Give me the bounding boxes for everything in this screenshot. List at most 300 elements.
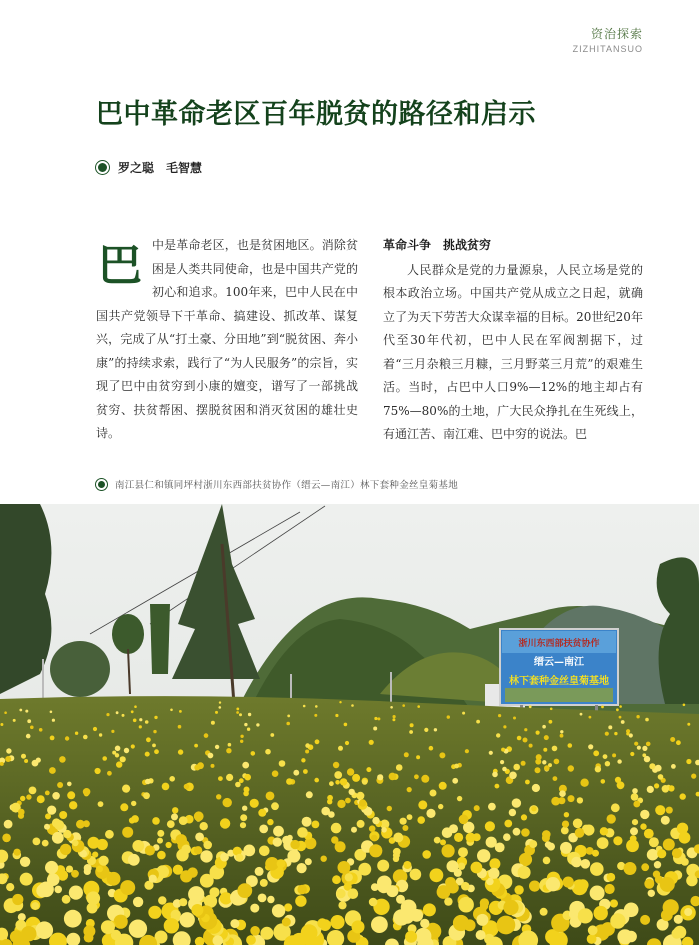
billboard-text-2: 缙云—南江 (534, 657, 584, 668)
flower (351, 704, 354, 707)
flower (282, 918, 291, 927)
flower (219, 701, 221, 703)
flower (172, 807, 178, 813)
flower (417, 816, 425, 824)
flower (404, 752, 409, 757)
flower (358, 863, 371, 876)
flower (594, 906, 608, 920)
flower (83, 788, 91, 796)
flower (396, 895, 405, 904)
flower (691, 774, 696, 779)
flower (672, 848, 682, 858)
flower (332, 875, 341, 884)
flower (179, 816, 188, 825)
flower (54, 886, 62, 894)
flower (244, 723, 247, 726)
flower (44, 824, 50, 830)
flower (145, 752, 150, 757)
flower (649, 763, 655, 769)
flower (178, 749, 183, 754)
flower (489, 858, 500, 869)
billboard-text-3: 林下套种金丝皇菊基地 (509, 676, 609, 687)
flower (513, 764, 520, 771)
flower (613, 836, 622, 845)
flower (211, 764, 215, 768)
flower (536, 731, 540, 735)
flower (226, 748, 231, 753)
flower (605, 884, 615, 894)
flower (31, 902, 39, 910)
utility-pole (42, 659, 44, 699)
flower (645, 718, 649, 722)
flower (120, 756, 126, 762)
flower (549, 720, 553, 724)
flower (497, 916, 516, 935)
flower (83, 925, 95, 937)
flower (489, 751, 493, 755)
flower (287, 850, 300, 863)
flower (69, 886, 83, 900)
flower (657, 849, 666, 858)
flower (179, 898, 187, 906)
flower (115, 746, 121, 752)
flower (624, 903, 639, 918)
flower (6, 748, 11, 753)
flower (4, 711, 7, 714)
flower (465, 749, 469, 753)
flower (266, 792, 275, 801)
flower (107, 872, 121, 886)
flower (102, 756, 107, 761)
flower (200, 822, 208, 830)
flower (347, 768, 354, 775)
flower (560, 734, 564, 738)
flower (454, 764, 459, 769)
flower (345, 741, 349, 745)
flower (133, 897, 143, 907)
flower (131, 801, 136, 806)
flower (317, 918, 327, 928)
flower (458, 863, 465, 870)
flower (271, 802, 279, 810)
flower (597, 837, 609, 849)
flower (421, 775, 429, 783)
flower (458, 897, 474, 913)
flower (381, 827, 387, 833)
flower (267, 896, 274, 903)
flower (592, 850, 599, 857)
flower (371, 835, 378, 842)
intro-column (96, 234, 358, 446)
flower (170, 709, 173, 712)
flower (180, 870, 192, 882)
flower (59, 811, 67, 819)
flower (157, 838, 163, 844)
flower (260, 879, 268, 887)
flower (496, 733, 500, 737)
flower (547, 843, 555, 851)
author-names: 罗之聪 毛智慧 (118, 161, 203, 175)
flower (373, 727, 377, 731)
flower (676, 740, 681, 745)
flower (513, 828, 521, 836)
flower (590, 886, 605, 901)
flower (59, 756, 66, 763)
flower (216, 794, 221, 799)
flower (348, 888, 359, 899)
flower (145, 845, 155, 855)
flower (45, 861, 58, 874)
flower (503, 833, 511, 841)
flower (513, 717, 516, 720)
flower (12, 894, 23, 905)
flower (536, 754, 542, 760)
flower (255, 867, 264, 876)
flower (333, 762, 339, 768)
flower (92, 852, 98, 858)
flower (636, 715, 639, 718)
flower (551, 797, 560, 806)
flower (474, 805, 480, 811)
flower (27, 719, 31, 723)
flower (630, 752, 634, 756)
flower (256, 723, 259, 726)
flower (337, 800, 345, 808)
flower (461, 882, 470, 891)
flower (250, 799, 259, 808)
flower (544, 765, 550, 771)
flower (230, 919, 239, 928)
flower (107, 771, 112, 776)
flower (305, 750, 309, 754)
flower (180, 912, 195, 927)
flower (617, 759, 621, 763)
flower (495, 843, 505, 853)
flower (677, 823, 688, 834)
flower (405, 931, 417, 943)
flower (52, 719, 55, 722)
flower (39, 728, 43, 732)
flower (131, 710, 134, 713)
flower (546, 877, 560, 891)
flower (242, 762, 249, 769)
flower (50, 711, 53, 714)
flower (649, 837, 659, 847)
flower (434, 837, 441, 844)
flower (132, 840, 144, 852)
bullet-icon (96, 161, 109, 174)
flower (631, 793, 639, 801)
flower (422, 850, 431, 859)
flower (29, 787, 37, 795)
flower (542, 760, 546, 764)
flower (36, 884, 49, 897)
flower (357, 820, 365, 828)
flower (458, 847, 468, 857)
flower (36, 921, 54, 939)
flower (504, 820, 512, 828)
flower (62, 895, 71, 904)
flower (242, 806, 247, 811)
flower (139, 725, 142, 728)
flower (18, 813, 24, 819)
flower (543, 748, 547, 752)
flower (407, 787, 412, 792)
flower (167, 820, 175, 828)
flower (449, 824, 458, 833)
flower (503, 725, 506, 728)
flower (244, 774, 251, 781)
flower (122, 827, 133, 838)
cypress-tree (150, 604, 170, 674)
flower (240, 822, 246, 828)
flower (447, 715, 450, 718)
flower (191, 904, 203, 916)
flower (344, 723, 348, 727)
flower (315, 739, 320, 744)
flower (314, 714, 317, 717)
section-tag (573, 28, 643, 54)
flower (54, 820, 64, 830)
flower (663, 899, 679, 915)
flower (171, 813, 178, 820)
flower (626, 732, 629, 735)
flower (359, 799, 366, 806)
flower (129, 817, 135, 823)
flower (410, 723, 414, 727)
flower (305, 858, 312, 865)
flower (194, 744, 198, 748)
flower (297, 863, 307, 873)
flower (37, 795, 45, 803)
flower (334, 771, 342, 779)
flower (166, 842, 172, 848)
flower (75, 732, 78, 735)
flower (393, 715, 396, 718)
flower (26, 794, 31, 799)
flower (389, 773, 397, 781)
flower (680, 793, 686, 799)
flower (619, 716, 622, 719)
flower (429, 746, 434, 751)
flower (560, 730, 563, 733)
flower (345, 873, 353, 881)
flower (377, 717, 380, 720)
flower (194, 846, 202, 854)
flower (153, 730, 156, 733)
flower (133, 719, 137, 723)
flower (219, 706, 222, 709)
flower (439, 782, 447, 790)
flower (20, 857, 30, 867)
flower (640, 915, 650, 925)
flower (215, 745, 219, 749)
flower (293, 770, 299, 776)
flower (328, 811, 335, 818)
flower (26, 734, 31, 739)
flower (297, 827, 308, 838)
flower (655, 805, 665, 815)
flower (457, 796, 462, 801)
flower (542, 830, 551, 839)
flower (632, 819, 638, 825)
flower (560, 842, 572, 854)
flower (633, 801, 640, 808)
flower (648, 890, 655, 897)
flower (128, 854, 140, 866)
right-tree (657, 557, 699, 704)
flower (630, 835, 637, 842)
flower (4, 820, 13, 829)
flower (459, 815, 469, 825)
flower (148, 906, 161, 919)
flower (509, 772, 517, 780)
flower (424, 728, 428, 732)
flower (236, 708, 239, 711)
flower (5, 756, 11, 762)
body-column (383, 234, 643, 447)
flower (356, 792, 364, 800)
flower (562, 821, 569, 828)
flower (660, 877, 675, 892)
flower (452, 778, 458, 784)
flower (112, 751, 116, 755)
flower (498, 714, 501, 717)
flower (64, 910, 82, 928)
flower (686, 759, 691, 764)
flower (272, 770, 279, 777)
flower (529, 744, 533, 748)
flower (369, 898, 378, 907)
flower (610, 899, 618, 907)
flower (259, 825, 268, 834)
flower (237, 883, 252, 898)
billboard (500, 629, 618, 719)
flower (42, 840, 49, 847)
flower (251, 751, 256, 756)
flower (589, 716, 592, 719)
flower (377, 774, 383, 780)
flower (532, 784, 540, 792)
flower (13, 719, 16, 722)
flower (203, 841, 212, 850)
flower (267, 819, 273, 825)
flower (600, 827, 608, 835)
flower (655, 765, 662, 772)
flower (145, 720, 149, 724)
drop-cap: 巴 (98, 240, 142, 291)
flower (69, 801, 77, 809)
flower (573, 819, 583, 829)
flower (152, 817, 160, 825)
flower (607, 873, 616, 882)
flower (509, 809, 516, 816)
photo-caption (96, 477, 458, 491)
flower (273, 826, 284, 837)
flower (453, 915, 469, 931)
flower (521, 761, 526, 766)
flower (371, 916, 388, 933)
flower (312, 821, 320, 829)
flower (584, 825, 595, 836)
flower (105, 830, 114, 839)
flower (672, 929, 682, 939)
flower (529, 840, 537, 848)
flower (601, 706, 604, 709)
flower (471, 862, 483, 874)
flower (200, 850, 212, 862)
flower (611, 803, 620, 812)
flower (240, 735, 243, 738)
flower (124, 748, 129, 753)
flower (258, 809, 266, 817)
flower (220, 853, 229, 862)
flower (550, 708, 553, 711)
flower (158, 896, 166, 904)
flower (270, 733, 274, 737)
flower (351, 827, 357, 833)
flower (157, 851, 166, 860)
flower (670, 737, 675, 742)
flower (402, 704, 405, 707)
flower (250, 926, 260, 936)
flower-field (0, 696, 699, 945)
flower (152, 744, 156, 748)
flower (301, 924, 318, 941)
flower (396, 764, 403, 771)
flower (50, 736, 55, 741)
flower (208, 753, 214, 759)
flower (423, 903, 436, 916)
flower (403, 861, 411, 869)
flower (377, 876, 392, 891)
flower (418, 800, 427, 809)
flower (71, 870, 79, 878)
flower (641, 863, 649, 871)
flower (164, 918, 179, 933)
flower (607, 814, 616, 823)
flower (614, 732, 617, 735)
flower (327, 799, 332, 804)
flower (236, 854, 244, 862)
flower (568, 765, 574, 771)
flower (120, 880, 135, 895)
flower (561, 827, 569, 835)
flower (416, 755, 420, 759)
flower (492, 772, 498, 778)
flower (440, 839, 446, 845)
flower (120, 803, 128, 811)
flower (637, 746, 641, 750)
flower (122, 785, 130, 793)
flower (176, 849, 188, 861)
flower (122, 714, 125, 717)
flower (282, 836, 291, 845)
section-name-cn: 资治探索 (590, 27, 643, 41)
flower (619, 705, 622, 708)
flower (97, 839, 108, 850)
flower (315, 705, 318, 708)
flower (67, 782, 72, 787)
flower (554, 759, 560, 765)
flower (362, 779, 368, 785)
flower (488, 803, 496, 811)
flower (260, 927, 273, 940)
flower (647, 786, 654, 793)
flower (243, 845, 255, 857)
flower (430, 868, 444, 882)
flower (30, 726, 34, 730)
